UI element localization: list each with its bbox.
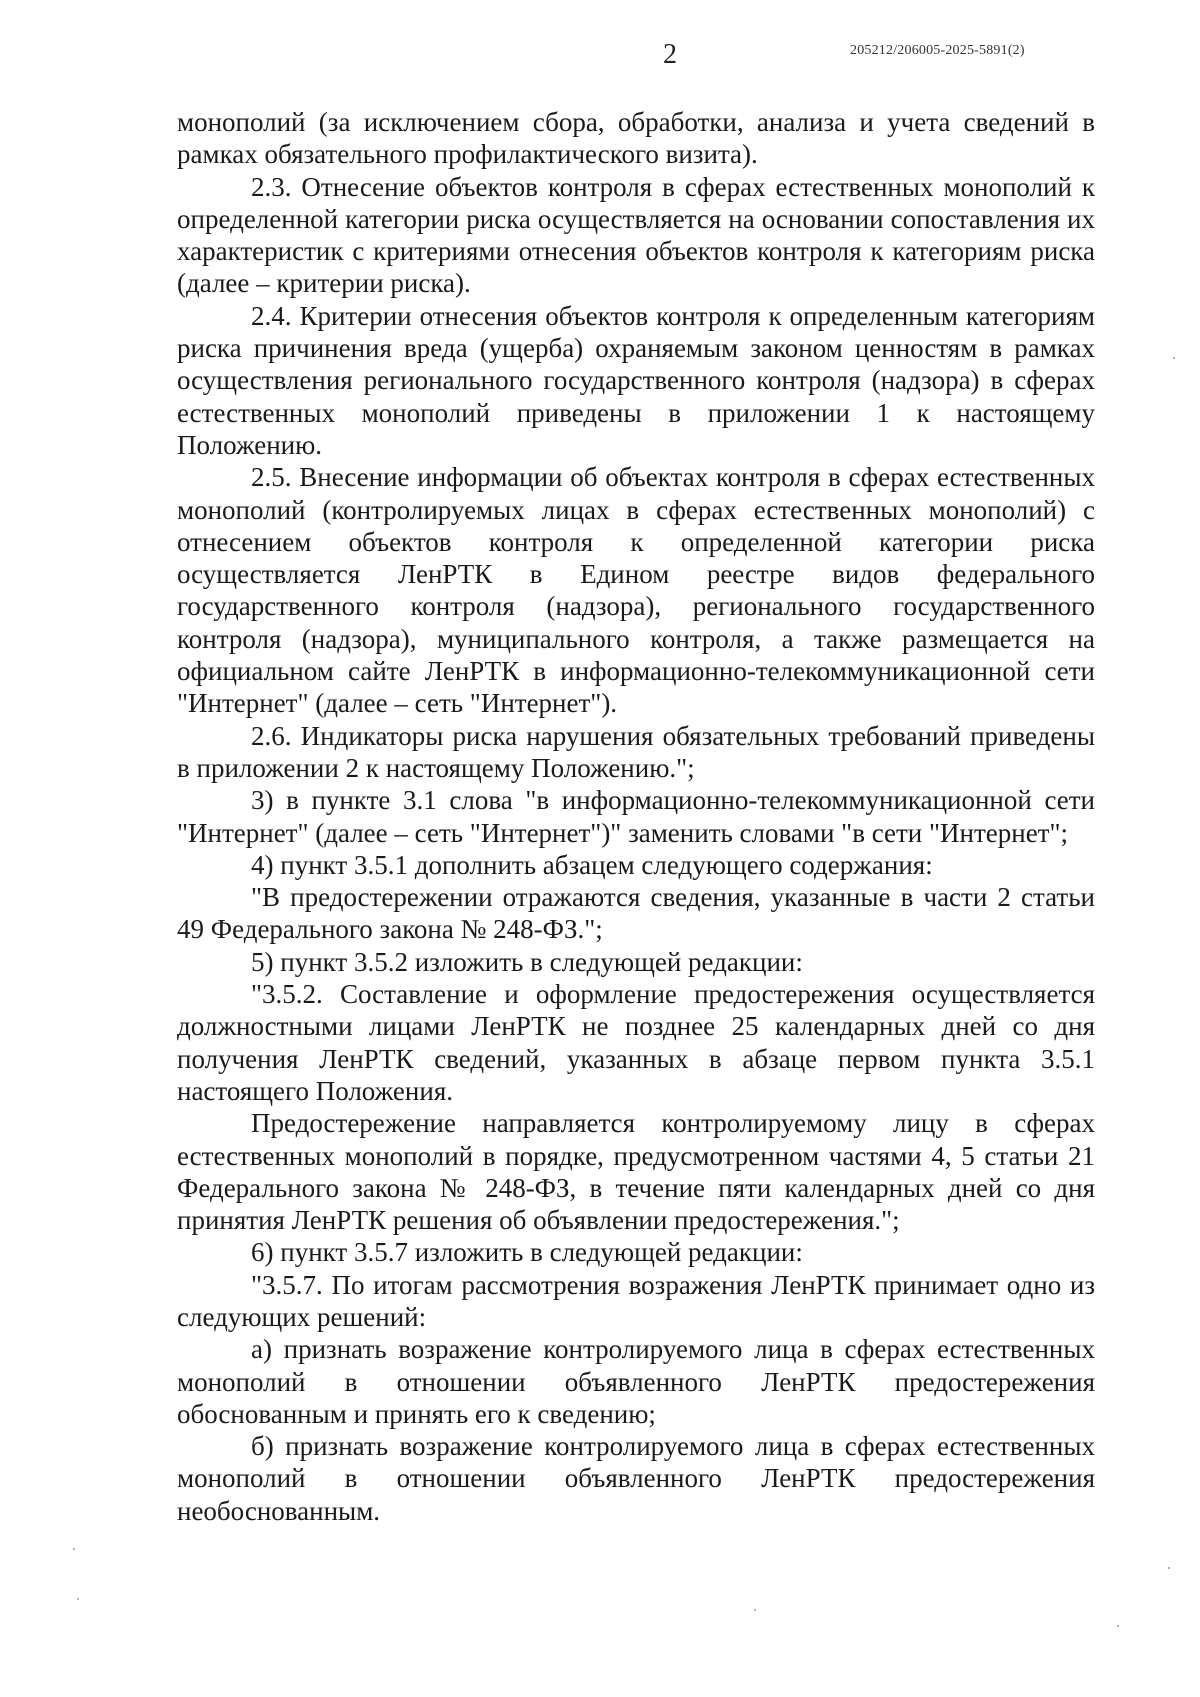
scan-speck <box>1168 1567 1170 1569</box>
paragraph-warning-sending: Предостережение направляется контролируемому лицу в сферах естественных монополий в порядке, предусмотренном частями 4, 5 статьи 21 Федерального закона № 248-ФЗ, в течение пяти календарных дней со дня принятия ЛенРТК решения об объявлении предостережения."; <box>177 1108 1095 1236</box>
scan-speck <box>1117 1625 1119 1627</box>
paragraph-quote-warning: "В предостережении отражаются сведения, указанные в части 2 статьи 49 Федерального закона № 248-ФЗ."; <box>177 882 1095 945</box>
paragraph-subitem-a: а) признать возражение контролируемого лица в сферах естественных монополий в отношении объявленного ЛенРТК предостережения обоснованным и принять его к сведению; <box>177 1334 1095 1429</box>
paragraph-continuation: монополий (за исключением сбора, обработки, анализа и учета сведений в рамках обязательного профилактического визита). <box>177 107 1095 170</box>
paragraph-subitem-b: б) признать возражение контролируемого лица в сферах естественных монополий в отношении объявленного ЛенРТК предостережения необоснованным. <box>177 1431 1095 1526</box>
paragraph-3-5-2: "3.5.2. Составление и оформление предостережения осуществляется должностными лицами ЛенРТК не позднее 25 календарных дней со дня получения ЛенРТК сведений, указанных в абзаце первом пункта 3.5.1 настоящего Положения. <box>177 979 1095 1106</box>
document-id: 205212/206005-2025-5891(2) <box>850 43 1025 58</box>
scan-speck <box>1173 357 1175 359</box>
scan-speck <box>77 1598 79 1600</box>
paragraph-item-4: 4) пункт 3.5.1 дополнить абзацем следующего содержания: <box>251 849 933 880</box>
paragraph-2-4: 2.4. Критерии отнесения объектов контроля к определенным категориям риска причинения вреда (ущерба) охраняемым законом ценностям в рамках осуществления регионального государственного контроля (надзора) в сферах естественных монополий приведены в приложении 1 к настоящему Положению. <box>177 300 1095 460</box>
document-body <box>177 106 1095 1527</box>
paragraph-item-6: 6) пункт 3.5.7 изложить в следующей редакции: <box>251 1237 803 1268</box>
page-number: 2 <box>663 39 677 70</box>
paragraph-2-3: 2.3. Отнесение объектов контроля в сферах естественных монополий к определенной категории риска осуществляется на основании сопоставления их характеристик с критериями отнесения объектов контроля к категориям риска (далее – критерии риска). <box>177 171 1095 299</box>
paragraph-3-5-7: "3.5.7. По итогам рассмотрения возражения ЛенРТК принимает одно из следующих решений: <box>177 1269 1095 1332</box>
paragraph-item-3: 3) в пункте 3.1 слова "в информационно-телекоммуникационной сети "Интернет" (далее – сеть "Интернет")" заменить словами "в сети "Интернет"; <box>177 785 1095 848</box>
paragraph-item-5: 5) пункт 3.5.2 изложить в следующей редакции: <box>251 946 803 977</box>
paragraph-2-5: 2.5. Внесение информации об объектах контроля в сферах естественных монополий (контролируемых лицах в сферах естественных монополий) с отнесением объектов контроля к определенной категории риска осуществляется ЛенРТК в Едином реестре видов федерального государственного контроля (надзора), регионального государственного контроля (надзора), муниципального контроля, а также размещается на официальном сайте ЛенРТК в информационно-телекоммуникационной сети "Интернет" (далее – сеть "Интернет"). <box>177 462 1095 719</box>
scan-speck <box>73 1548 75 1550</box>
paragraph-2-6: 2.6. Индикаторы риска нарушения обязательных требований приведены в приложении 2 к настоящему Положению."; <box>177 720 1095 783</box>
scan-speck <box>754 1609 756 1611</box>
